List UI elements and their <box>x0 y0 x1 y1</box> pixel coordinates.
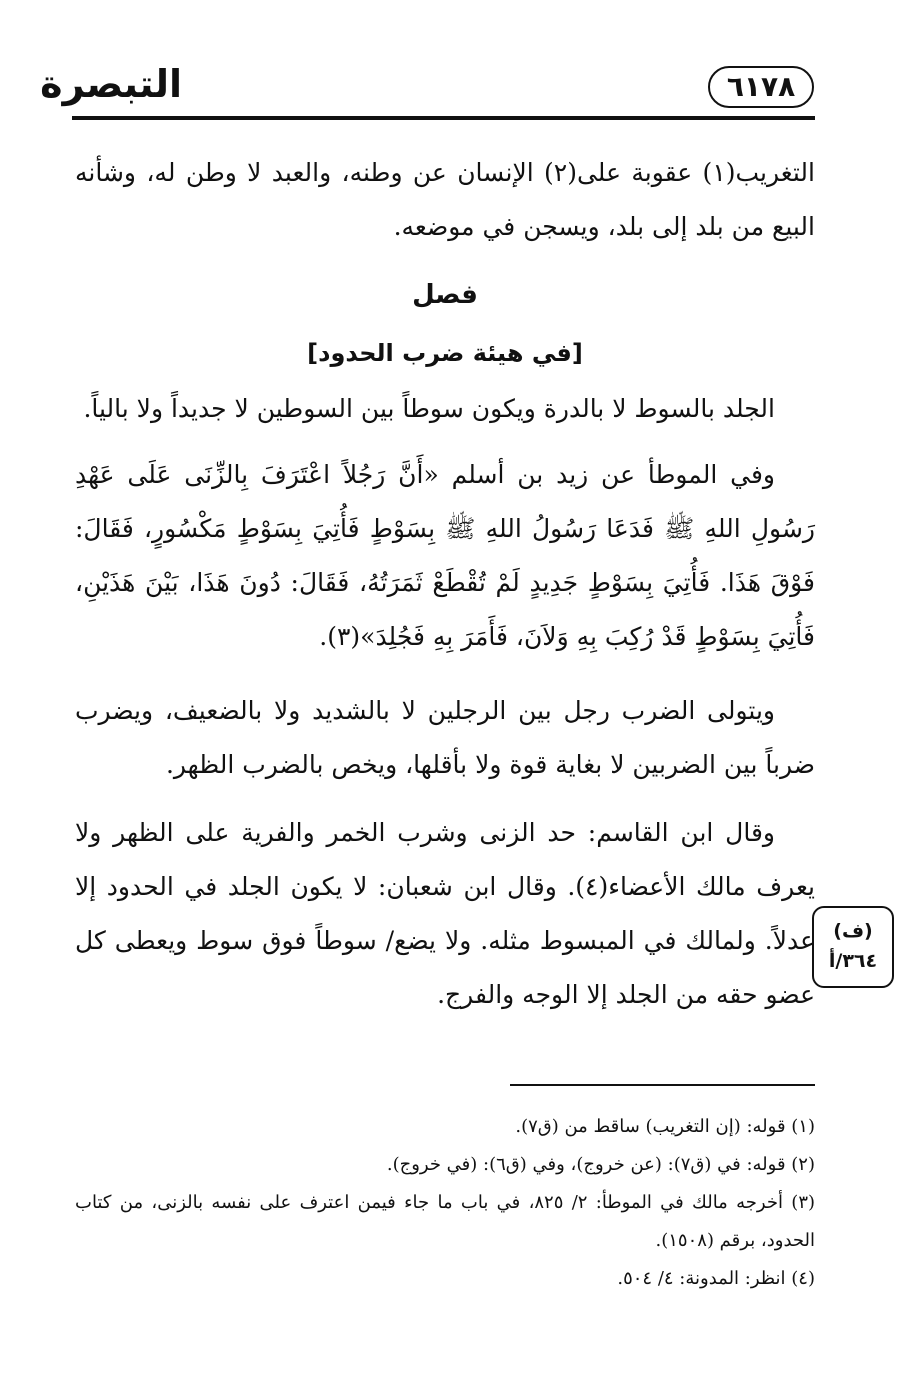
footnote-divider <box>510 1084 815 1086</box>
paragraph-4 <box>75 684 815 792</box>
section-heading: فصل <box>412 280 478 310</box>
footnote-4: (٤) انظر: المدونة: ٤/ ٥٠٤. <box>617 1268 815 1289</box>
margin-note-source: (ف) <box>833 920 873 942</box>
margin-note-folio: ٣٦٤/أ <box>828 950 878 972</box>
paragraph-5-text: وقال ابن القاسم: حد الزنى وشرب الخمر والفرية على الظهر ولا يعرف مالك الأعضاء(٤). وقال ابن شعبان: لا يكون الجلد في الحدود إلا عدلاً. ولمالك في المبسوط مثله. ولا يضع/ سوطاً فوق سوط ويعطى كل عضو حقه من الجلد إلا الوجه والفرج. <box>75 818 815 1009</box>
paragraph-4-text: ويتولى الضرب رجل بين الرجلين لا بالشديد ولا بالضعيف، ويضرب ضرباً بين الضربين لا بغاية قوة ولا بأقلها، ويخص بالضرب الظهر. <box>75 696 815 779</box>
book-title: التبصرة <box>40 62 182 106</box>
paragraph-5 <box>75 806 815 1022</box>
paragraph-3-text: وفي الموطأ عن زيد بن أسلم «أَنَّ رَجُلاً اعْتَرَفَ بِالزِّنَى عَلَى عَهْدِ رَسُولِ اللهِ ﷺ فَدَعَا رَسُولُ اللهِ ﷺ بِسَوْطٍ فَأُتِيَ بِسَوْطٍ مَكْسُورٍ، فَقَالَ: فَوْقَ هَذَا. فَأُتِيَ بِسَوْطٍ جَدِيدٍ لَمْ تُقْطَعْ ثَمَرَتُهُ، فَقَالَ: دُونَ هَذَا، بَيْنَ هَذَيْنِ، فَأُتِيَ بِسَوْطٍ قَدْ رُكِبَ بِهِ وَلاَنَ، فَأَمَرَ بِهِ فَجُلِدَ»(٣). <box>75 460 815 651</box>
footnotes <box>75 1108 815 1298</box>
paragraph-1-text: التغريب(١) عقوبة على(٢) الإنسان عن وطنه، والعبد لا وطن له، وشأنه البيع من بلد إلى بلد، ويسجن في موضعه. <box>75 158 815 241</box>
paragraph-1 <box>75 146 815 254</box>
footnote-1: (١) قوله: (إن التغريب) ساقط من (ق٧). <box>515 1116 815 1137</box>
page-number: ٦١٧٨ <box>708 66 814 108</box>
header-rule <box>72 116 815 120</box>
manuscript-margin-note <box>812 906 894 988</box>
paragraph-2 <box>75 382 815 436</box>
footnote-2: (٢) قوله: في (ق٧): (عن خروج)، وفي (ق٦): (في خروج). <box>386 1154 815 1175</box>
topic-heading: [في هيئة ضرب الحدود] <box>307 339 583 367</box>
paragraph-2-text: الجلد بالسوط لا بالدرة ويكون سوطاً بين السوطين لا جديداً ولا بالياً. <box>83 394 775 423</box>
paragraph-3 <box>75 448 815 664</box>
footnote-3: (٣) أخرجه مالك في الموطأ: ٢/ ٨٢٥، في باب ما جاء فيمن اعترف على نفسه بالزنى، من كتاب الحدود، برقم (١٥٠٨). <box>75 1192 816 1251</box>
